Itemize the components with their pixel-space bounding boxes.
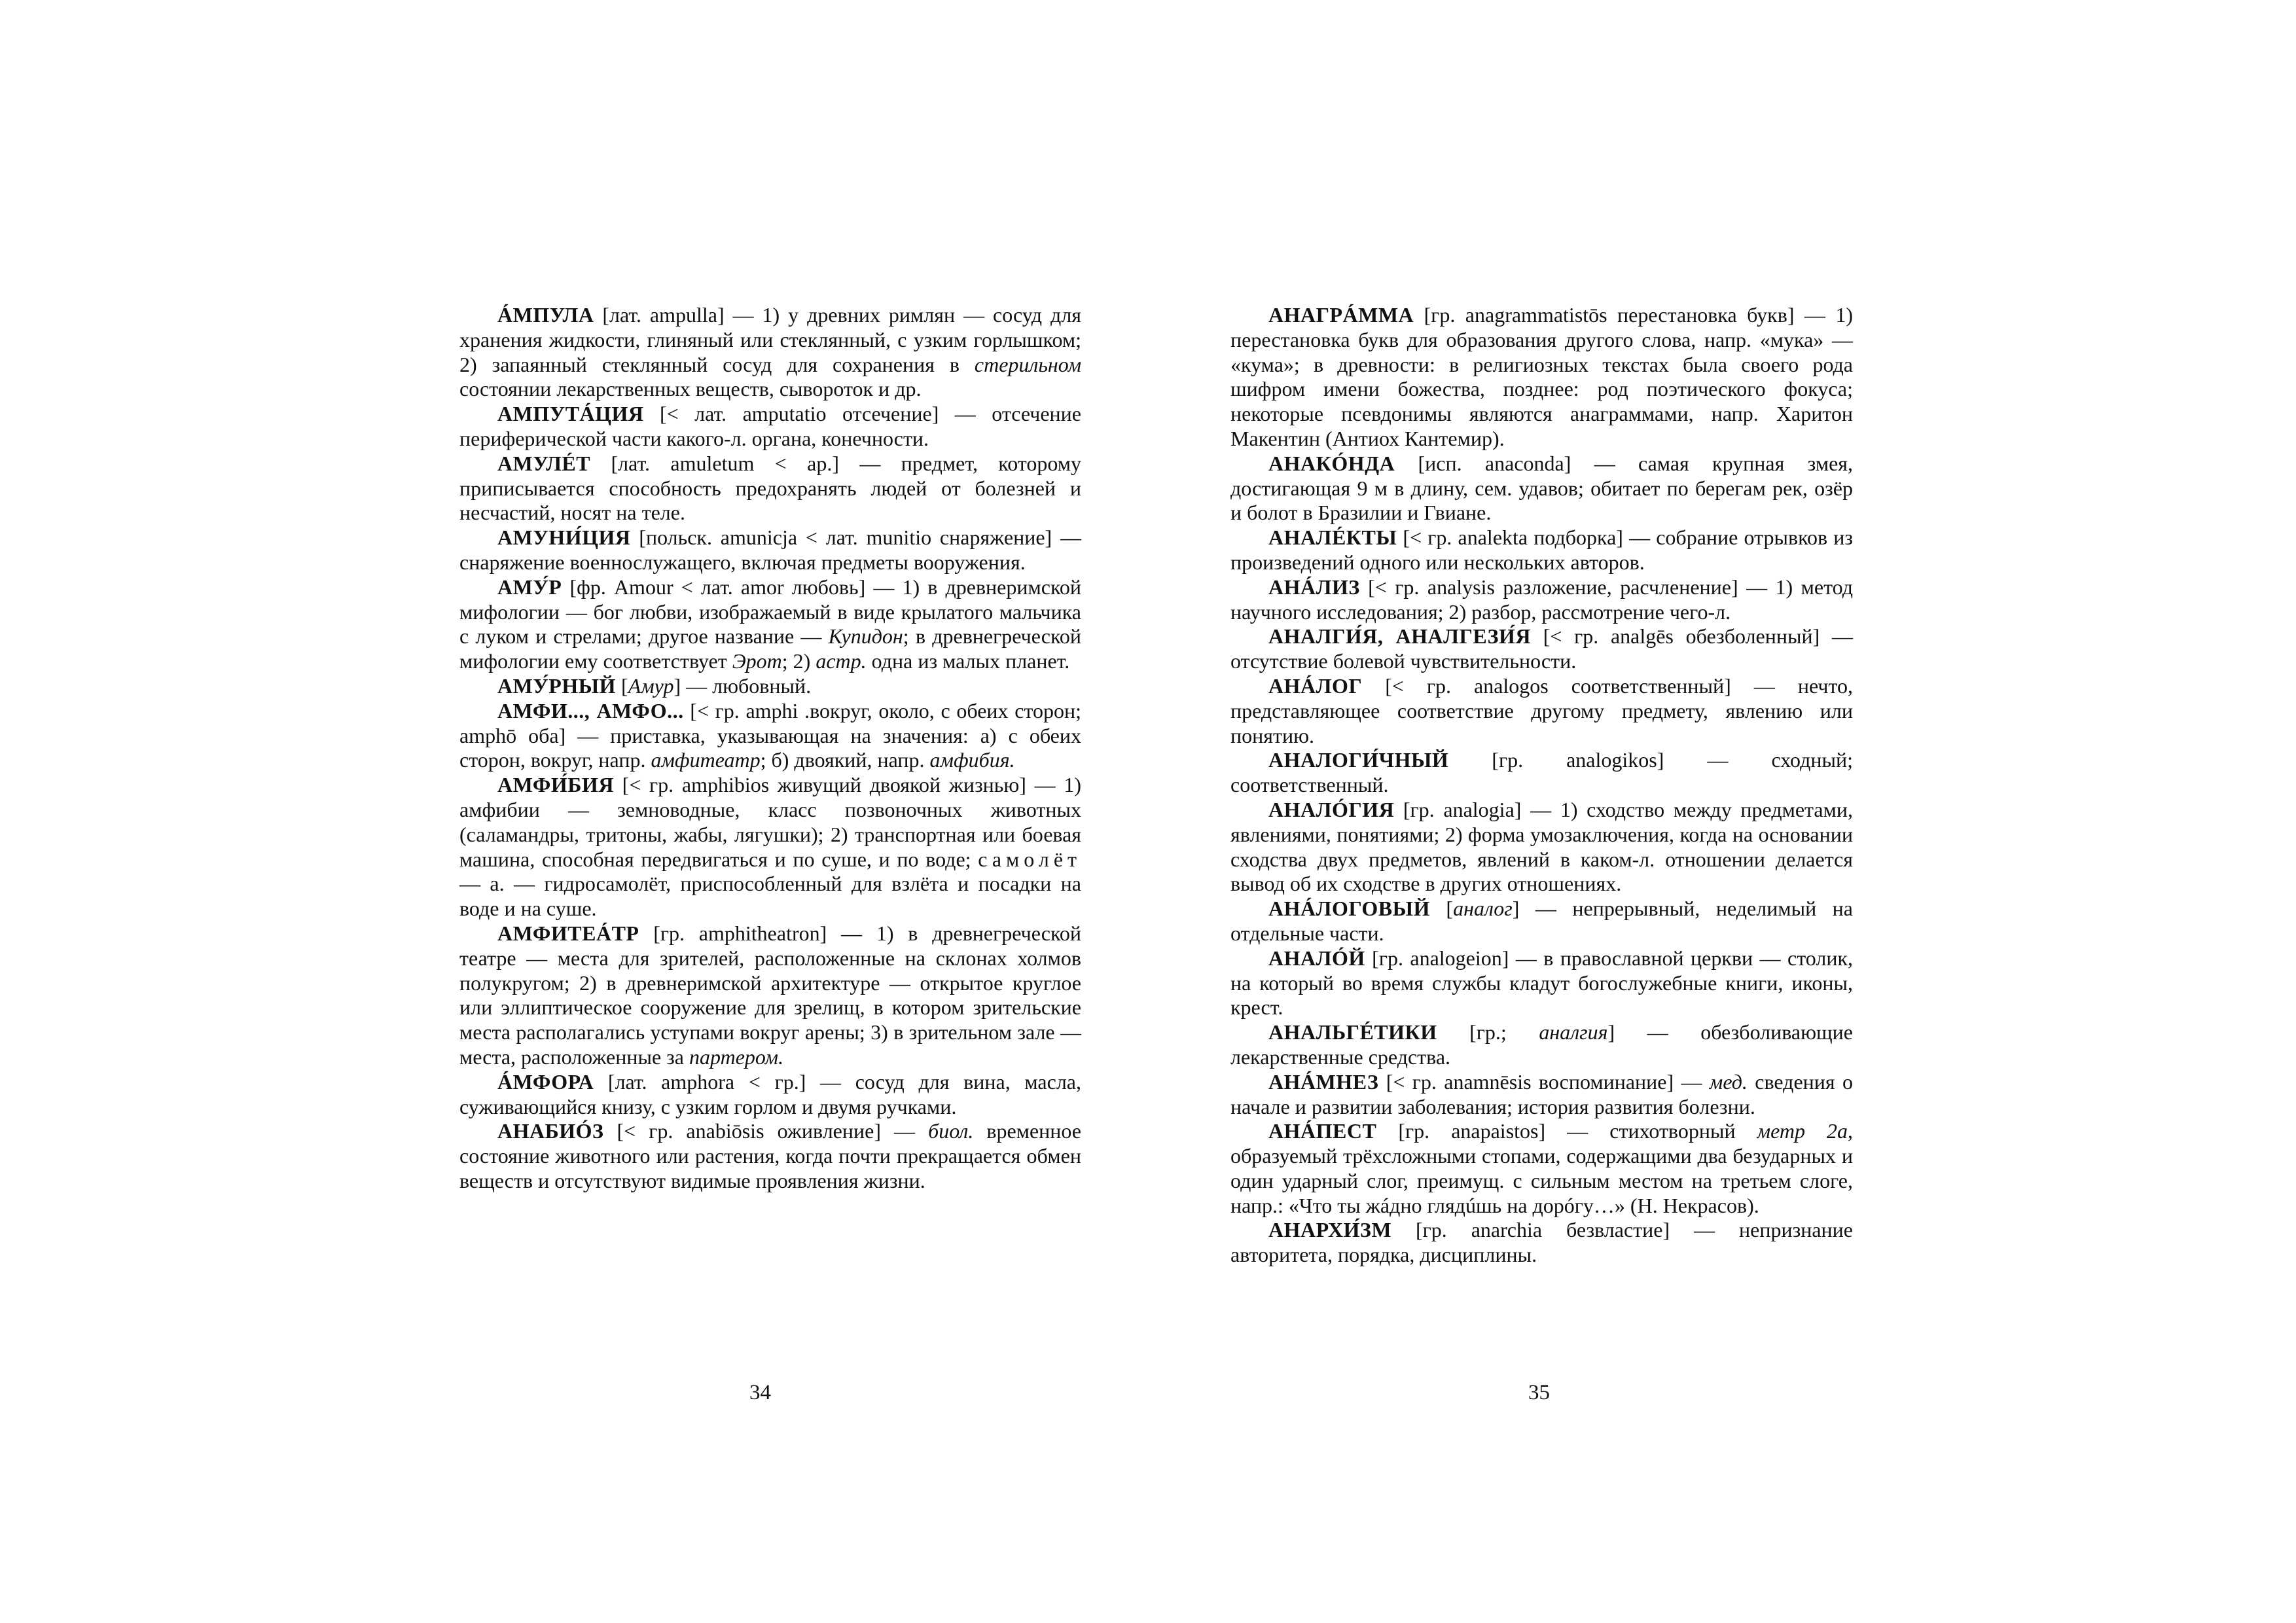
entry-headword: АМФИ..., АМФО... [497, 698, 684, 722]
entry-text: ] — любовный. [673, 673, 812, 698]
entry-headword: АНАРХИ́ЗМ [1268, 1218, 1392, 1242]
dictionary-entry [1230, 452, 1853, 526]
entry-italic-text: амфитеатр [651, 748, 761, 772]
entry-text: одна из малых планет. [866, 649, 1070, 673]
dictionary-entry [1230, 1070, 1853, 1120]
entry-italic-text: Эрот [732, 649, 782, 673]
dictionary-entry [1230, 526, 1853, 575]
entry-text: [исп. anaconda] — самая крупная змея, достигающая 9 м в длину, сем. удавов; обитает по берегам рек, озёр и болот в Бразилии и Гвиане. [1230, 451, 1853, 525]
dictionary-entry [459, 921, 1081, 1070]
entry-headword: АНАЛÓГИЯ [1268, 797, 1395, 821]
entry-text: [лат. amphora < гр.] — сосуд для вина, масла, суживающийся книзу, с узким горлом и двумя ручками. [459, 1069, 1081, 1118]
entry-headword: АНАБИÓЗ [497, 1119, 604, 1143]
entry-headword: АНАГРÁММА [1268, 303, 1414, 327]
dictionary-entry [459, 303, 1081, 402]
entry-italic-text: Купидон [828, 624, 903, 649]
dictionary-entry [459, 674, 1081, 699]
entry-text: сведения о начале и развитии заболевания; история развития болезни. [1230, 1069, 1854, 1118]
entry-text: ] — обезболивающие лекарственные средства. [1230, 1020, 1853, 1069]
entry-text: [< гр. analgēs обезболенный] — отсутствие болевой чувствительности. [1230, 624, 1853, 673]
entry-text: [гр. anapaistos] — стихотворный [1376, 1119, 1757, 1143]
left-page-text [459, 303, 1081, 1194]
entry-headword: АМФИТЕÁТР [497, 921, 639, 945]
dictionary-entry [459, 575, 1081, 674]
entry-text: [< гр. anamnēsis воспоминание] — [1378, 1069, 1710, 1094]
entry-text: , образуемый трёхсложными стопами, содержащими два безударных и один ударный слог, преимущ. с сильным местом на третьем слоге, напр.: «Что ты жáдно глядúшь на дорóгу…» (Н. Некрасов). [1230, 1119, 1854, 1217]
entry-text: [фр. Amour < лат. amor любовь] — 1) в древнеримской мифологии — бог любви, изображаемый в виде крылатого мальчика с луком и стрелами; другое название — [459, 575, 1081, 649]
entry-text: [< гр. analogos соответственный] — нечто, представляющее соответствие другому предмету, явлению или понятию. [1230, 673, 1853, 747]
entry-text: ; в древнегреческой мифологии ему соответствует [459, 624, 1082, 673]
dictionary-entry [1230, 748, 1853, 798]
entry-text: ] — непрерывный, неделимый на отдельные части. [1230, 897, 1854, 945]
entry-italic-text: Амур [628, 673, 674, 698]
entry-headword: АНÁПЕСТ [1268, 1119, 1377, 1143]
entry-text: [польск. amunicja < лат. munitio снаряжение] — снаряжение военнослужащего, включая предметы вооружения. [459, 526, 1081, 574]
entry-text: [< лат. amputatio отсечение] — отсечение периферической части какого-л. органа, конечности. [459, 402, 1081, 450]
dictionary-entry [459, 699, 1081, 773]
dictionary-entry [1230, 798, 1853, 897]
entry-italic-text: стерильном [974, 352, 1081, 376]
dictionary-entry [459, 526, 1081, 575]
entry-text: [гр. anarchia безвластие] — непризнание авторитета, порядка, дисциплины. [1230, 1218, 1853, 1267]
entry-text: ; б) двоякий, напр. [760, 748, 930, 772]
entry-text: [гр.; [1437, 1020, 1539, 1044]
entry-text: [гр. analogia] — 1) сходство между предметами, явлениями, понятиями; 2) форма умозаключения, когда на основании сходства двух предметов, явлений в каком-л. отношении делается вывод об их сходстве в других отношениях. [1230, 797, 1853, 896]
entry-text: ; 2) [781, 649, 816, 673]
entry-headword: АМУ́Р [497, 575, 562, 599]
entry-text: [ [1429, 897, 1454, 921]
entry-text: [< гр. analekta подборка] — собрание отрывков из произведений одного или нескольких авторов. [1230, 526, 1853, 574]
dictionary-entry [1230, 897, 1853, 946]
dictionary-entry [1230, 624, 1853, 674]
dictionary-entry [1230, 1218, 1853, 1268]
dictionary-entry [459, 452, 1081, 526]
entry-headword: АНÁЛОГОВЫЙ [1268, 897, 1430, 921]
left-page-number: 34 [749, 1381, 771, 1404]
entry-text: [< гр. analysis разложение, расчленение] — 1) метод научного исследования; 2) разбор, рассмотрение чего-л. [1230, 575, 1853, 624]
entry-headword: АМУ́РНЫЙ [497, 673, 617, 698]
entry-text: [лат. ampulla] — 1) у древних римлян — сосуд для хранения жидкости, глиняный или стеклянный, с узким горлышком; 2) запаянный стеклянный сосуд для сохранения в [459, 303, 1081, 376]
entry-italic-text: метр 2а [1757, 1119, 1848, 1143]
right-page-number: 35 [1528, 1381, 1550, 1404]
entry-text: временное состояние животного или растения, когда почти прекращается обмен веществ и отсутствуют видимые проявления жизни. [459, 1119, 1082, 1192]
entry-text: [гр. analogeion] — в православной церкви — столик, на который во время службы кладут богослужебные книги, иконы, крест. [1230, 946, 1853, 1020]
entry-text: [гр. analogikos] — сходный; соответственный. [1230, 748, 1853, 797]
dictionary-entry [1230, 1119, 1853, 1218]
entry-headword: ÁМПУЛА [497, 303, 594, 327]
entry-italic-text: партером. [689, 1044, 784, 1069]
entry-italic-text: амфибия. [929, 748, 1015, 772]
dictionary-entry [459, 1119, 1081, 1193]
entry-italic-text: аналгия [1539, 1020, 1608, 1044]
entry-headword: АНÁЛИЗ [1268, 575, 1360, 599]
entry-italic-text: аналог [1453, 897, 1513, 921]
entry-italic-text: астр. [816, 649, 867, 673]
entry-headword: АМУНИ́ЦИЯ [497, 526, 631, 550]
entry-italic-text: биол. [928, 1119, 974, 1143]
entry-headword: АНАЛÓЙ [1268, 946, 1365, 970]
entry-text: [< гр. amphibios живущий двоякой жизнью] — 1) амфибии — земноводные, класс позвоночных животных (саламандры, тритоны, жабы, лягушки); 2) транспортная или боевая машина, способная передвигаться и по суше, и по воде; [459, 773, 1081, 871]
entry-headword: АНАКÓНДА [1268, 451, 1395, 475]
entry-headword: АМФИ́БИЯ [497, 773, 614, 797]
dictionary-entry [1230, 674, 1853, 748]
entry-text: [гр. anagrammatistōs перестановка букв] — 1) перестановка букв для образования другого слова, напр. «мука» — «кума»; в древности: в религиозных текстах была своего рода шифром имени божества, позднее: род поэтического фокуса; некоторые псевдонимы являются анаграммами, напр. Харитон Макентин (Антиох Кантемир). [1230, 303, 1853, 450]
entry-headword: АНАЛÉКТЫ [1268, 526, 1397, 550]
dictionary-entry [1230, 303, 1853, 452]
dictionary-entry [1230, 575, 1853, 625]
entry-text: [ [616, 673, 628, 698]
entry-text: [лат. amuletum < ар.] — предмет, которому приписывается способность предохранять людей от болезней и несчастий, носят на теле. [459, 451, 1081, 525]
entry-headword: АНАЛЬГÉТИКИ [1268, 1020, 1437, 1044]
dictionary-entry [1230, 1020, 1853, 1070]
dictionary-entry [459, 773, 1081, 921]
entry-headword: ÁМФОРА [497, 1069, 594, 1094]
entry-text: состоянии лекарственных веществ, сывороток и др. [459, 377, 922, 401]
entry-text: [гр. amphitheatron] — 1) в древнегреческой театре — места для зрителей, расположенные на склонах холмов полукругом; 2) в древнеримской архитектуре — открытое круглое или эллиптическое сооружение для зрелищ, в котором зрительские места располагались уступами вокруг арены; 3) в зрительном зале — места, расположенные за [459, 921, 1081, 1069]
entry-text: [< гр. anabiōsis оживление] — [603, 1119, 929, 1143]
entry-headword: АМУЛÉТ [497, 451, 591, 475]
entry-headword: АМПУТÁЦИЯ [497, 402, 644, 426]
right-page-text [1230, 303, 1853, 1268]
dictionary-entry [459, 1070, 1081, 1120]
entry-italic-text: мед. [1709, 1069, 1748, 1094]
entry-headword: АНАЛГИ́Я, АНАЛГЕЗИ́Я [1268, 624, 1531, 649]
entry-headword: АНАЛОГИ́ЧНЫЙ [1268, 748, 1449, 772]
entry-text: [< гр. amphi .вокруг, около, с обеих сторон; amphō оба] — приставка, указывающая на значения: а) с обеих сторон, вокруг, напр. [459, 698, 1082, 772]
entry-headword: АНÁМНЕЗ [1268, 1069, 1379, 1094]
entry-spaced-text: самолёт [978, 847, 1081, 871]
entry-text: — а. — гидросамолёт, приспособленный для взлёта и посадки на воде и на суше. [459, 872, 1081, 921]
dictionary-entry [459, 402, 1081, 452]
dictionary-entry [1230, 946, 1853, 1020]
entry-headword: АНÁЛОГ [1268, 673, 1363, 698]
